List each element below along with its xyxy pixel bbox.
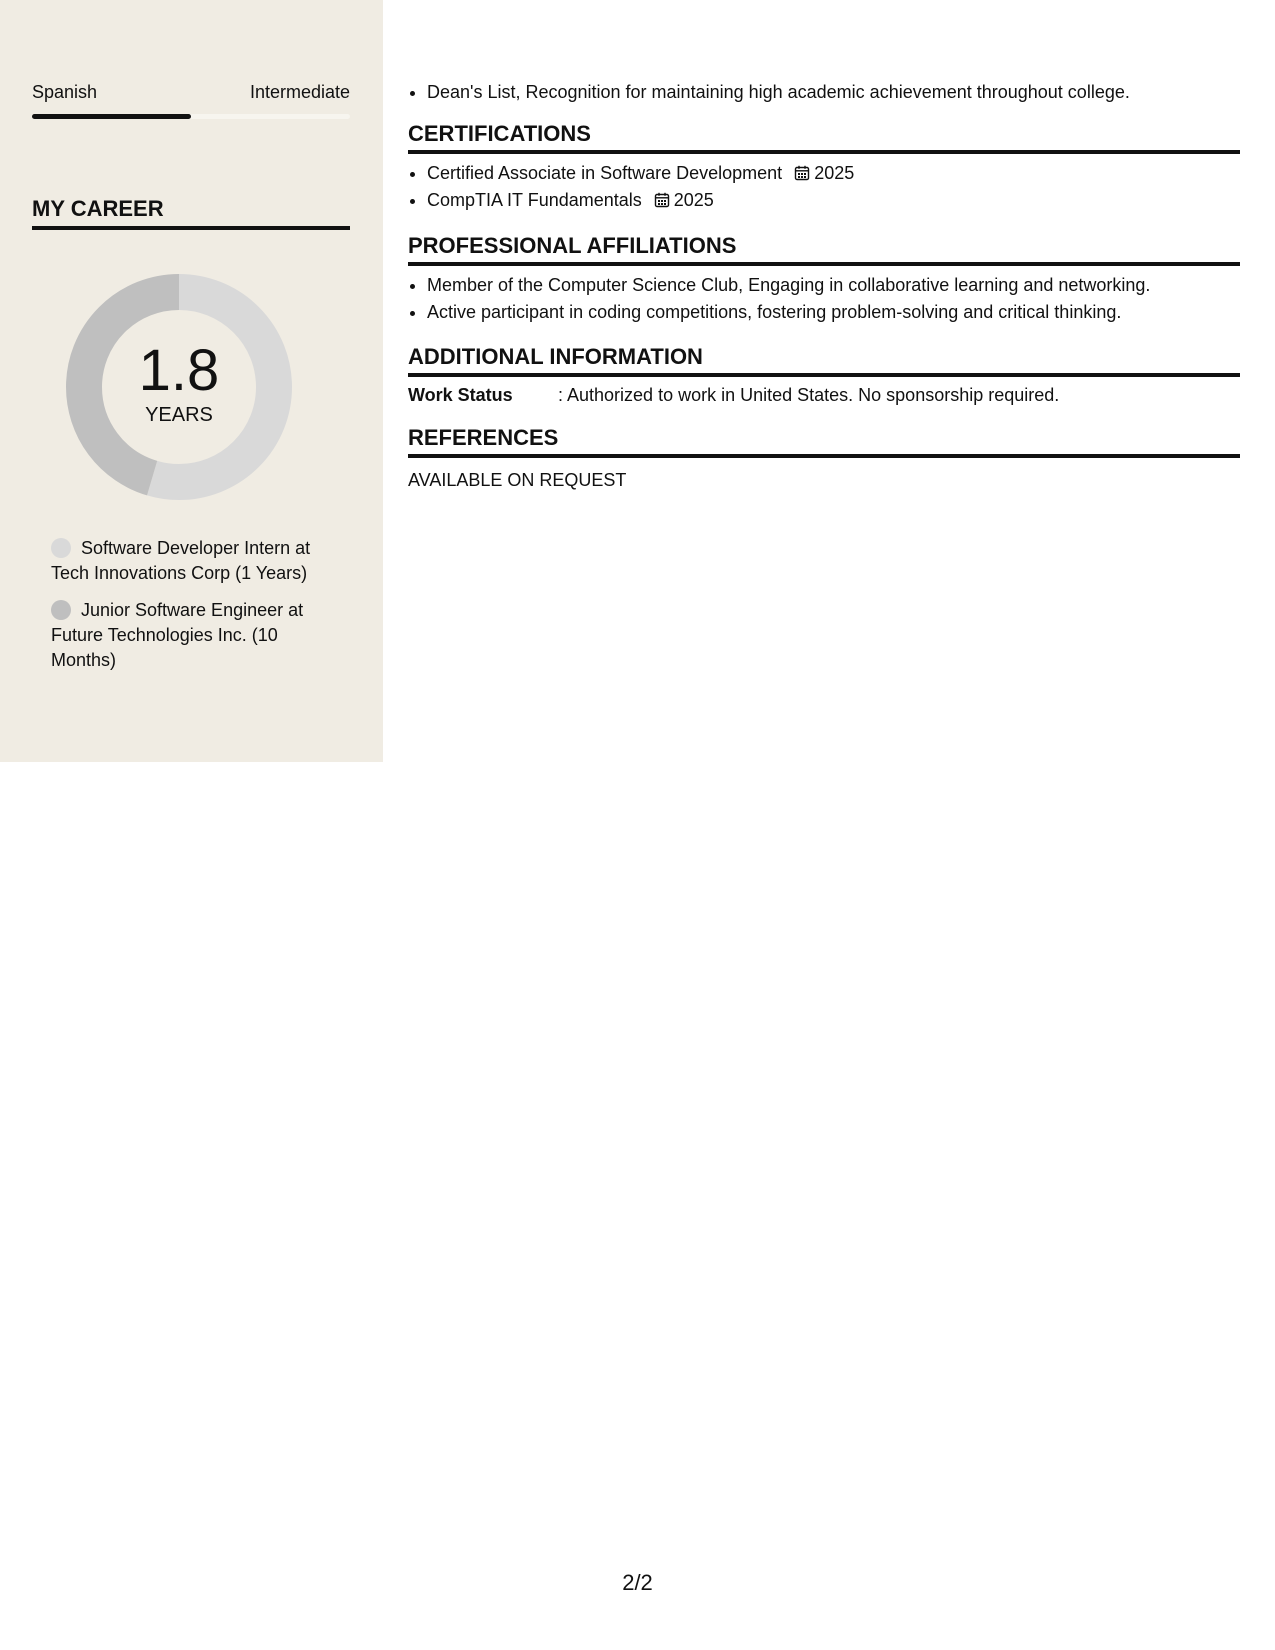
certification-item [427, 160, 1240, 187]
references-heading: REFERENCES [408, 425, 1240, 458]
awards-list [408, 79, 1259, 106]
career-heading: MY CAREER [32, 196, 350, 230]
list-item: • Member of the Computer Science Club, Engaging in collaborative learning and networking. [427, 272, 1240, 299]
certification-year: 2025 [814, 163, 855, 183]
career-donut-chart [66, 274, 292, 500]
affiliations-section [408, 233, 1240, 326]
calendar-icon [794, 165, 810, 181]
career-legend-dot [51, 538, 71, 558]
career-legend-label: Junior Software Engineer at Future Technologies Inc. (10 Months) [51, 600, 304, 670]
sidebar [0, 0, 383, 762]
certification-year: 2025 [673, 190, 714, 210]
career-legend-item [51, 598, 341, 673]
affiliations-heading: PROFESSIONAL AFFILIATIONS [408, 233, 1240, 266]
language-proficiency-bar [32, 114, 350, 119]
calendar-icon [654, 192, 670, 208]
career-total-value: 1.8 [138, 337, 220, 403]
career-legend-label: Software Developer Intern at Tech Innovations Corp (1 Years) [51, 538, 311, 583]
language-proficiency-fill [32, 114, 191, 119]
certification-item [427, 187, 1240, 214]
career-total-unit: YEARS [145, 403, 213, 426]
career-legend-item [51, 536, 341, 586]
certifications-heading: CERTIFICATIONS [408, 121, 1240, 154]
language-row [32, 82, 350, 103]
list-item: • Active participant in coding competitions, fostering problem-solving and critical thinking. [427, 299, 1240, 326]
affiliations-list [408, 272, 1240, 326]
additional-info-heading: ADDITIONAL INFORMATION [408, 344, 1240, 377]
list-item: • Dean's List, Recognition for maintaining high academic achievement throughout college. [427, 79, 1259, 106]
page-number: 2/2 [622, 1570, 653, 1595]
career-legend-dot [51, 600, 71, 620]
work-status-label: Work Status [408, 385, 513, 405]
work-status-value: : Authorized to work in United States. No sponsorship required. [558, 385, 1060, 405]
language-level: Intermediate [249, 82, 350, 102]
references-section [408, 425, 1240, 492]
career-donut-center [66, 274, 292, 500]
certifications-list [408, 160, 1240, 214]
certification-name: CompTIA IT Fundamentals [427, 190, 642, 210]
career-legend [51, 536, 341, 685]
language-name: Spanish [32, 82, 98, 102]
certifications-section [408, 121, 1240, 214]
references-text: AVAILABLE ON REQUEST [408, 470, 627, 490]
certification-name: Certified Associate in Software Development [427, 163, 783, 183]
additional-info-section [408, 344, 1240, 407]
work-status-row [408, 383, 1240, 407]
